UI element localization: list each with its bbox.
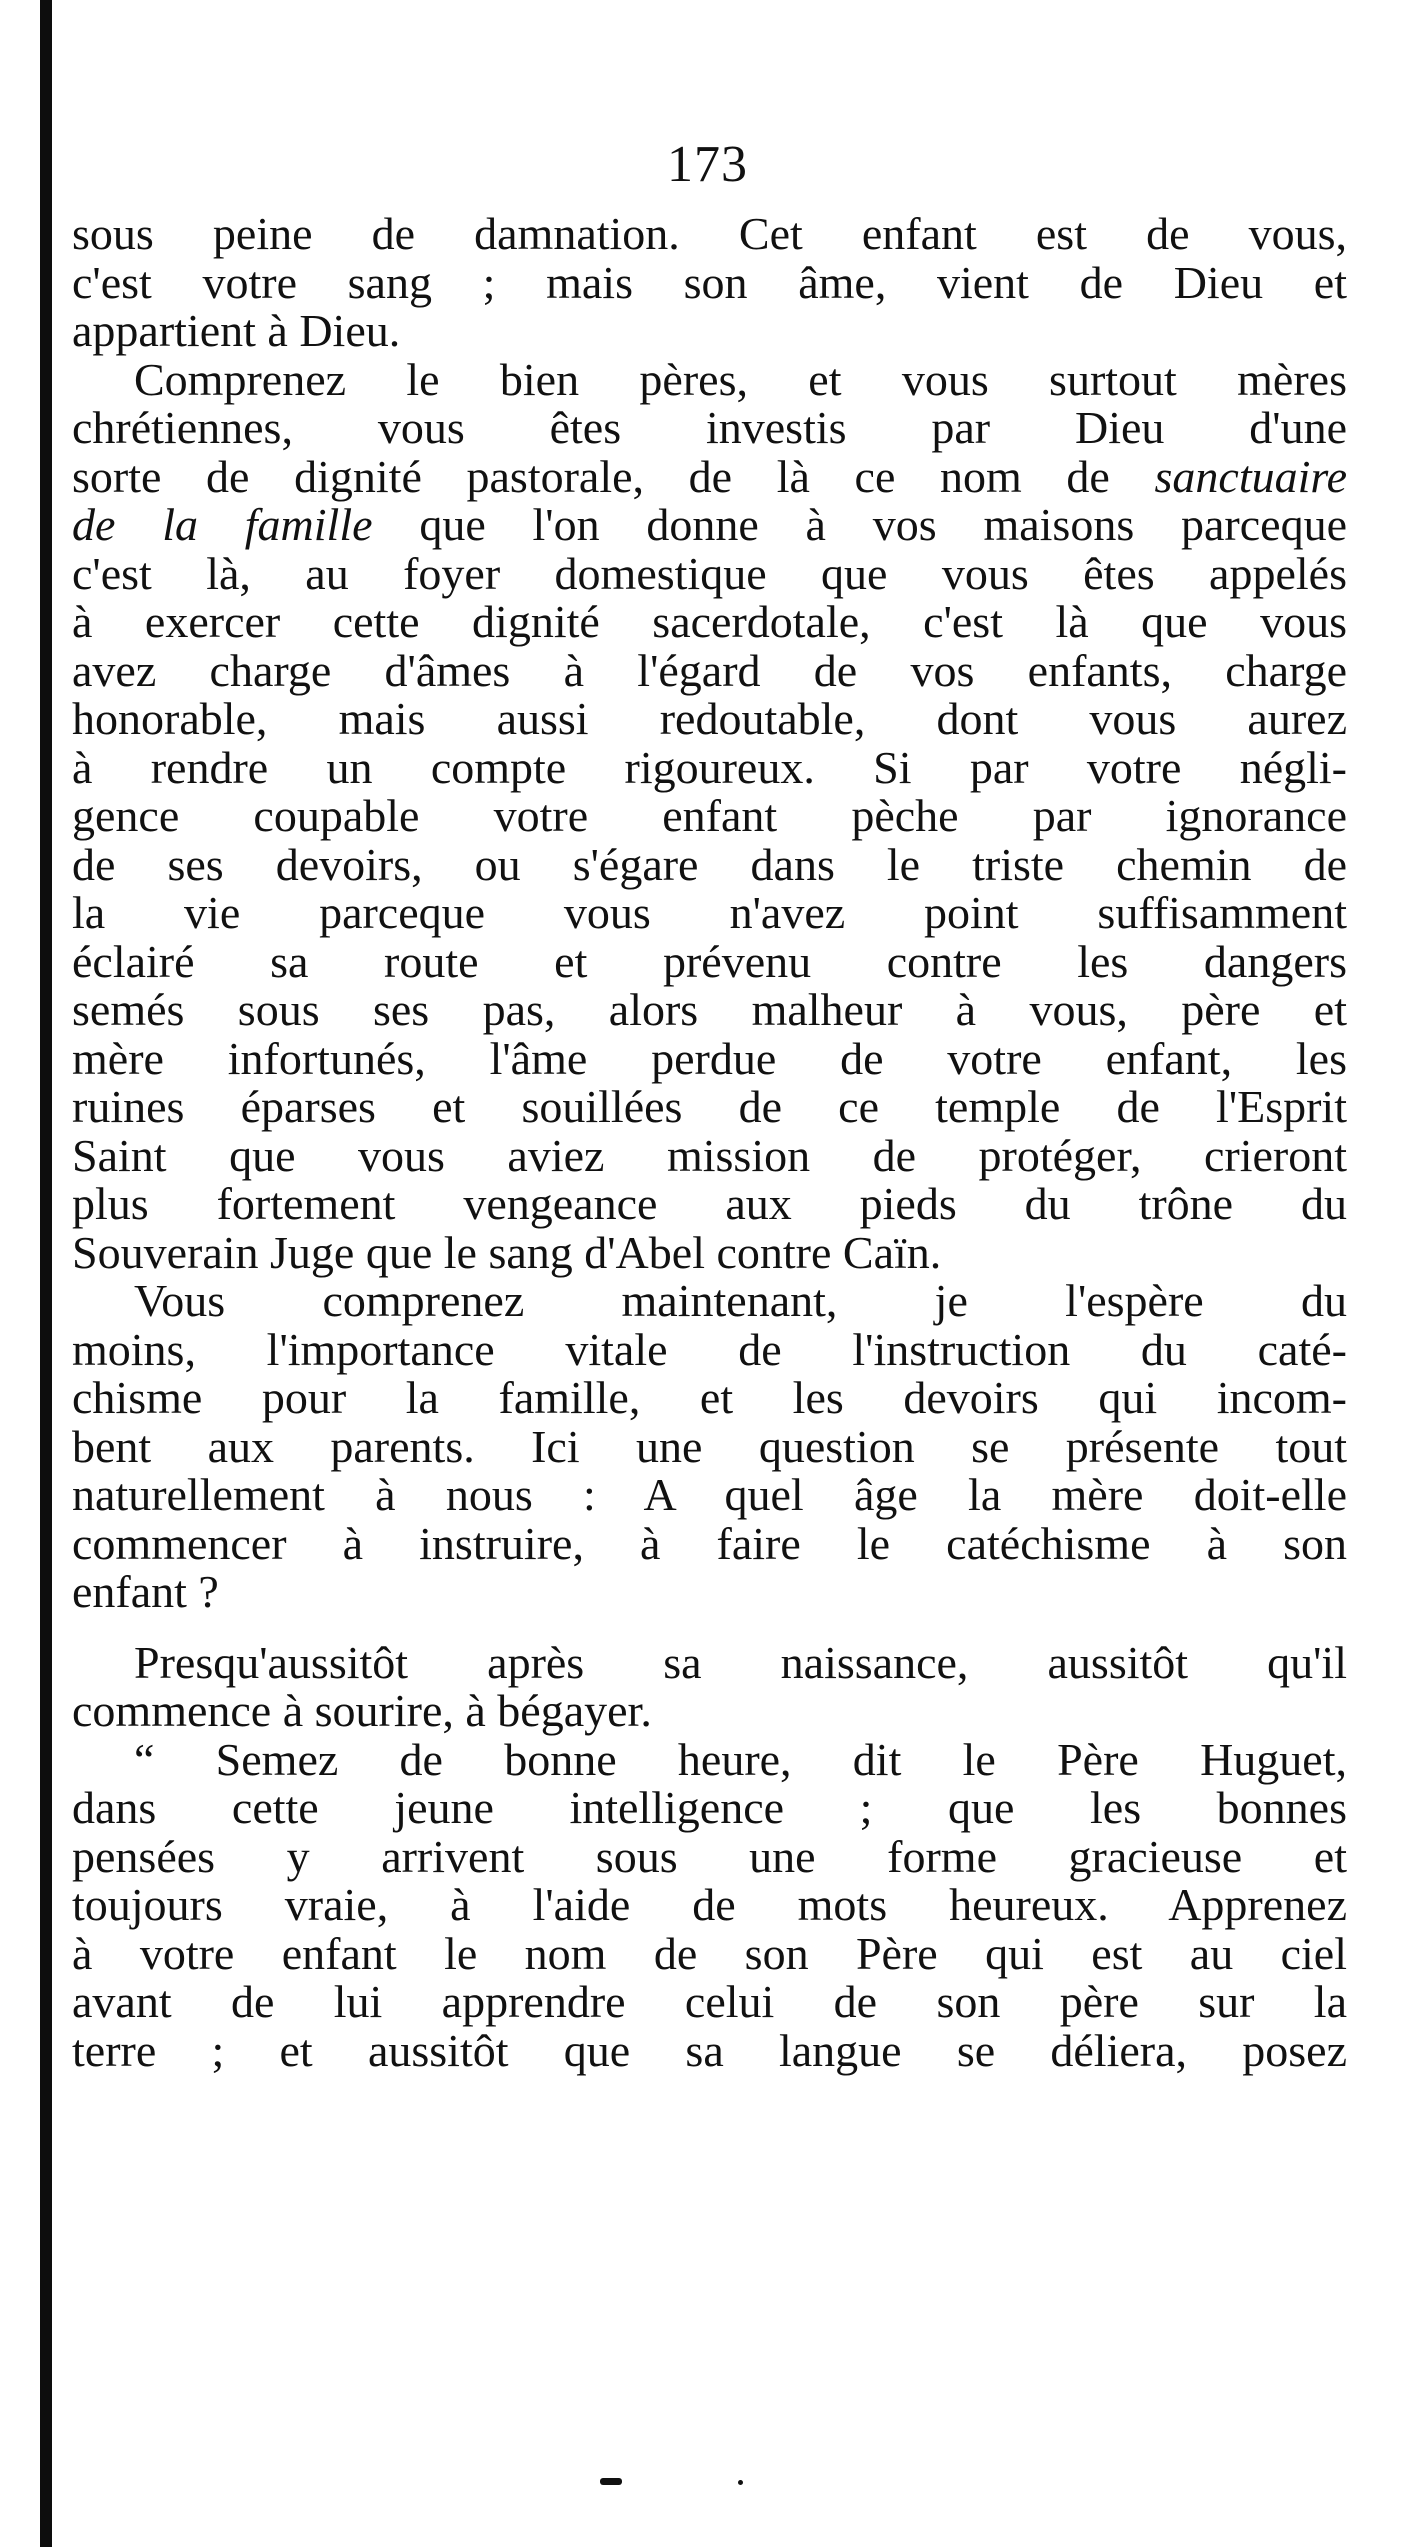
paragraph-3 xyxy=(72,1277,1347,1617)
text-line: Saint que vous aviez mission de protéger, crieront xyxy=(72,1129,1347,1181)
text-line: dans cette jeune intelligence ; que les bonnes xyxy=(72,1782,1347,1833)
page-binding-edge xyxy=(40,0,52,2547)
text-line: mère infortunés, l'âme perdue de votre enfant, les xyxy=(72,1032,1347,1084)
text-line: de ses devoirs, ou s'égare dans le triste chemin de xyxy=(72,838,1347,890)
text-line: enfant ? xyxy=(72,1566,219,1617)
text-line: “ Semez de bonne heure, dit le Père Huguet, xyxy=(134,1733,1347,1785)
text-line: la vie parceque vous n'avez point suffisamment xyxy=(72,887,1347,938)
text-line: chrétiennes, vous êtes investis par Dieu d'une xyxy=(72,402,1347,453)
paragraph-4 xyxy=(72,1636,1347,1736)
text-line: semés sous ses pas, alors malheur à vous, père et xyxy=(72,984,1347,1035)
text-line: c'est votre sang ; mais son âme, vient de Dieu et xyxy=(72,256,1347,308)
text-line: avez charge d'âmes à l'égard de vos enfants, charge xyxy=(72,644,1347,696)
text-line: plus fortement vengeance aux pieds du trône du xyxy=(72,1178,1347,1229)
text-line: moins, l'importance vitale de l'instruction du caté- xyxy=(72,1323,1347,1375)
text-line: gence coupable votre enfant pèche par ignorance xyxy=(72,790,1347,841)
text-line: de la famille que l'on donne à vos maisons parceque xyxy=(72,499,1347,550)
text-line: terre ; et aussitôt que sa langue se déliera, posez xyxy=(72,2024,1347,2076)
text-line: Comprenez le bien pères, et vous surtout mères xyxy=(134,353,1347,405)
text-line: appartient à Dieu. xyxy=(72,305,401,356)
text-line: Souverain Juge que le sang d'Abel contre Caïn. xyxy=(72,1226,942,1278)
text-line: commence à sourire, à bégayer. xyxy=(72,1685,652,1736)
text-line: naturellement à nous : A quel âge la mère doit-elle xyxy=(72,1469,1347,1520)
text-line: Presqu'aussitôt après sa naissance, aussitôt qu'il xyxy=(134,1636,1347,1688)
text-line: honorable, mais aussi redoutable, dont vous aurez xyxy=(72,693,1347,744)
text-line: bent aux parents. Ici une question se présente tout xyxy=(72,1420,1347,1472)
text-line: à rendre un compte rigoureux. Si par votre négli- xyxy=(72,741,1347,793)
text-line: à votre enfant le nom de son Père qui est au ciel xyxy=(72,1927,1347,1979)
printer-dot-mark xyxy=(738,2480,743,2485)
page-number: 173 xyxy=(667,136,748,193)
text-line: à exercer cette dignité sacerdotale, c'est là que vous xyxy=(72,596,1347,647)
paragraph-1 xyxy=(72,210,1347,356)
paragraph-2 xyxy=(72,353,1347,1278)
text-line: sorte de dignité pastorale, de là ce nom de sanctuaire xyxy=(72,450,1347,502)
body-text xyxy=(72,210,1347,2075)
emphasis-text: de la famille xyxy=(72,499,373,550)
text-line: ruines éparses et souillées de ce temple de l'Esprit xyxy=(72,1081,1347,1132)
text-line: avant de lui apprendre celui de son père sur la xyxy=(72,1976,1347,2027)
text-line: commencer à instruire, à faire le catéchisme à son xyxy=(72,1517,1347,1569)
printer-dash-mark xyxy=(600,2478,622,2485)
text-line: Vous comprenez maintenant, je l'espère du xyxy=(134,1275,1347,1326)
text-line: sous peine de damnation. Cet enfant est de vous, xyxy=(72,208,1347,259)
text-line: chisme pour la famille, et les devoirs qui incom- xyxy=(72,1372,1347,1423)
text-line: toujours vraie, à l'aide de mots heureux. Apprenez xyxy=(72,1879,1347,1930)
printer-marks xyxy=(590,2474,750,2494)
text-line: c'est là, au foyer domestique que vous êtes appelés xyxy=(72,547,1347,599)
text-line: éclairé sa route et prévenu contre les dangers xyxy=(72,935,1347,987)
paragraph-5 xyxy=(72,1733,1347,2076)
emphasis-text: sanctuaire xyxy=(1154,450,1347,502)
text-line: pensées y arrivent sous une forme gracieuse et xyxy=(72,1830,1347,1882)
